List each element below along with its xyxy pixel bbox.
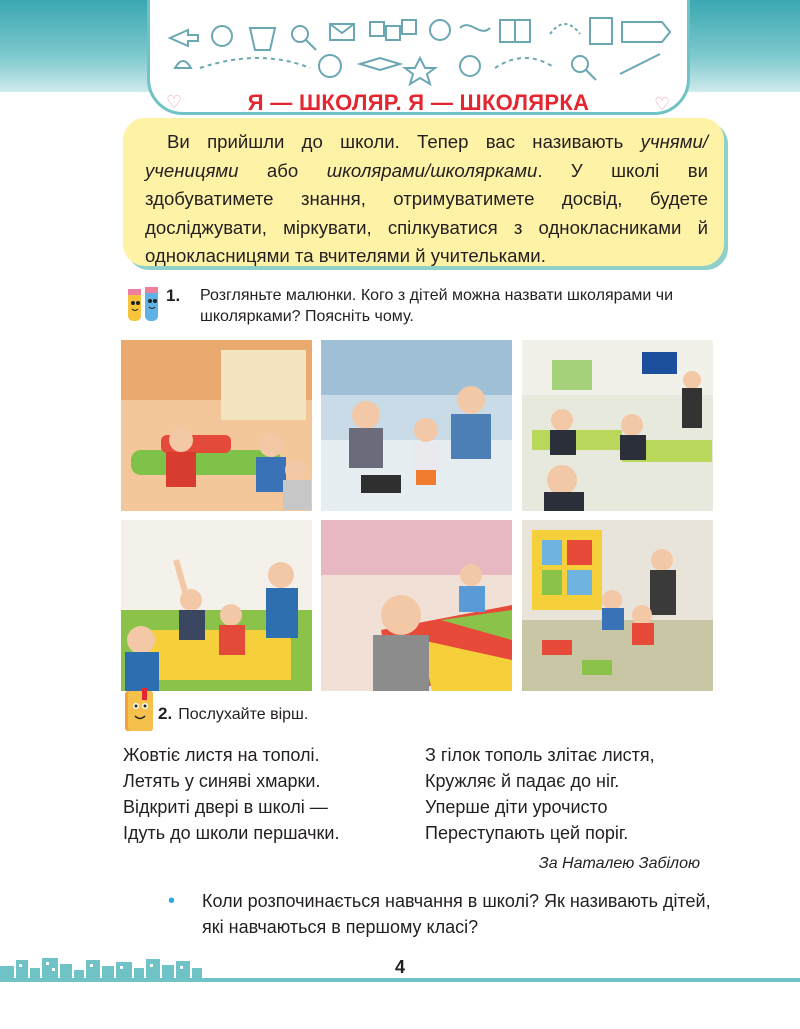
arrow-icon xyxy=(170,30,198,46)
bullet-icon: • xyxy=(168,890,176,912)
pencils-mascot-icon xyxy=(124,283,164,325)
backpack-icon xyxy=(250,28,275,50)
task-1 xyxy=(166,285,726,327)
heart-icon: ♡ xyxy=(166,92,183,112)
photo-children-playing-on-carpet xyxy=(522,520,713,691)
heart-icon: ♡ xyxy=(654,94,671,114)
task-number: 2. xyxy=(158,704,173,723)
intro-text: або xyxy=(238,159,327,181)
poem-line: Кружляє й падає до ніг. xyxy=(425,771,620,791)
magnifier-icon xyxy=(292,26,308,42)
pencil-icon xyxy=(620,54,660,74)
task-number: 1. xyxy=(166,286,181,305)
intro-term: школярами/школярками xyxy=(326,159,538,181)
poem-line: Переступають цей поріг. xyxy=(425,823,629,843)
arrow-right-icon xyxy=(622,22,670,42)
poem-line: Уперше діти урочисто xyxy=(425,797,608,817)
school-doodles-decoration xyxy=(160,8,680,86)
star-icon xyxy=(405,58,435,84)
poem-line: Відкриті двері в школі — xyxy=(123,797,328,817)
ball-icon xyxy=(319,55,341,77)
question-text: Коли розпочинається навчання в школі? Як називають дітей, які навчаються в першому класі? xyxy=(202,891,711,937)
page-number: 4 xyxy=(394,957,405,977)
footer-divider xyxy=(0,978,800,982)
intro-text: Ви прийшли до школи. Тепер вас називають xyxy=(167,131,641,152)
photo-classroom-lesson xyxy=(522,340,713,511)
globe-icon xyxy=(430,20,450,40)
notebook-icon xyxy=(590,18,612,44)
poem-attribution: За Наталею Забілою xyxy=(538,855,700,872)
intro-term: учнями/ученицями xyxy=(145,131,708,181)
intro-text: . У школі ви здобуватимете знання, отримуватимете досвід, будете досліджувати, міркувати, спілкуватися з однокласниками й однокласницями та вчителями й учительками. xyxy=(145,159,708,266)
task-text: Розгляньте малюнки. Кого з дітей можна назвати школярами чи школярками? Поясніть чому. xyxy=(200,287,674,325)
clock-icon xyxy=(212,26,232,46)
intro-box xyxy=(123,118,724,266)
graduation-cap-icon xyxy=(360,58,400,70)
task-text: Послухайте вірш. xyxy=(178,706,309,723)
poem-stanza-left xyxy=(123,742,339,846)
poem-line: Жовтіє листя на тополі. xyxy=(123,745,320,765)
photo-children-crafting xyxy=(321,340,512,511)
task-2 xyxy=(158,704,308,724)
poem-line: Ідуть до школи першачки. xyxy=(123,823,340,843)
poem-line: З гілок тополь злітає листя, xyxy=(425,745,655,765)
poem-stanza-right xyxy=(425,742,655,846)
poem-line: Летять у синяві хмарки. xyxy=(123,771,321,791)
photo-boy-at-table xyxy=(321,520,512,691)
intro-paragraph xyxy=(145,128,708,271)
photo-kindergarten-playroom xyxy=(121,340,312,511)
photo-grid xyxy=(121,340,713,684)
sailboat-icon xyxy=(175,61,191,68)
photo-children-raising-hands xyxy=(121,520,312,691)
question-bullet xyxy=(168,888,722,940)
page-title: Я — ШКОЛЯР. Я — ШКОЛЯРКА xyxy=(247,90,590,115)
book-mascot-icon xyxy=(122,688,156,734)
